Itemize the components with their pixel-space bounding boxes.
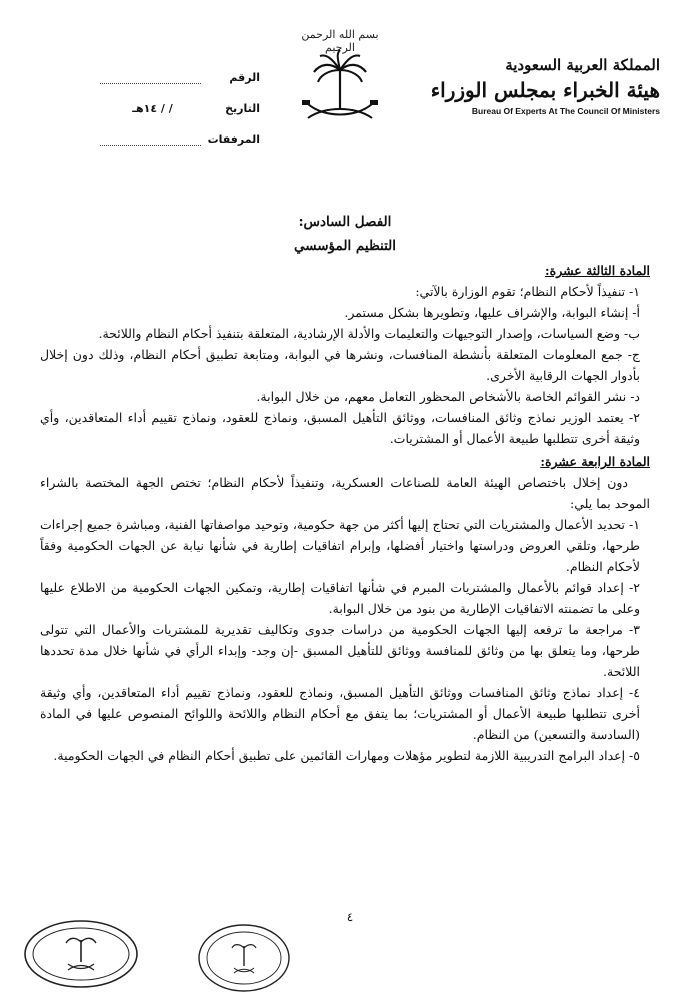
page-number: ٤	[346, 910, 354, 924]
article-14-heading: المادة الرابعة عشرة:	[540, 454, 650, 469]
article-14-item-2: ٢- إعداد قوائم بالأعمال والمشتريات المبرم في شأنها اتفاقيات إطارية، وتمكين الجهات الحكومية من الاطلاع عليها وعلى ما تضمنته الاتفاقيات الإطارية من بنود من خلال البوابة.	[40, 580, 640, 616]
article-13-item-1: ١- تنفيذاً لأحكام النظام؛ تقوم الوزارة بالآتي:	[415, 284, 640, 299]
article-13-item-2: ٢- يعتمد الوزير نماذج وثائق المنافسات، ووثائق التأهيل المسبق، ونماذج للعقود، ونماذج تقييم أداء المتعاقدين، وأي وثيقة أخرى تتطلبها طبيعة الأعمال أو المشتريات.	[40, 410, 640, 446]
article-14-item-1: ١- تحديد الأعمال والمشتريات التي تحتاج إليها أكثر من جهة حكومية، وتوحيد مواصفاتها الفنية، ومباشرة جميع إجراءات طرحها، وتلقي العروض ودراستها واختيار أفضلها، وإبرام اتفاقيات إطارية في شأنها نيابة عن الجهات الحكومية وفقاً لأحكام النظام.	[40, 517, 640, 574]
attachments-label: المرفقات	[207, 133, 260, 146]
reference-block	[100, 62, 260, 155]
saudi-emblem-icon	[290, 48, 390, 128]
date-label: التاريخ	[225, 102, 260, 115]
attachments-blank	[100, 133, 201, 146]
article-14-item-4: ٤- إعداد نماذج وثائق المنافسات ووثائق التأهيل المسبق، ونماذج للعقود، ونماذج تقييم أداء المتعاقدين، وأي وثيقة أخرى تتطلبها طبيعة الأعمال أو المشتريات؛ بما يتفق مع أحكام النظام واللائحة واللوائح المنصوص عليها في المادة (السادسة والتسعين) من النظام.	[40, 685, 640, 742]
bureau-name-english: Bureau Of Experts At The Council Of Ministers	[471, 106, 660, 116]
article-14-item-5: ٥- إعداد البرامج التدريبية اللازمة لتطوير مؤهلات ومهارات القائمين على تطبيق أحكام النظام في الجهات الحكومية.	[53, 748, 640, 763]
bureau-name-arabic: هيئة الخبراء بمجلس الوزراء	[430, 78, 660, 102]
official-seal-right	[196, 922, 292, 994]
date-value: / / ١٤هـ	[132, 102, 173, 115]
number-blank	[100, 71, 201, 84]
attachments-row	[100, 124, 260, 155]
reference-date-row	[100, 93, 260, 124]
organization-header	[430, 56, 660, 116]
kingdom-name: المملكة العربية السعودية	[505, 56, 660, 74]
article-14-intro: دون إخلال باختصاص الهيئة العامة للصناعات العسكرية، وتنفيذاً لأحكام النظام؛ تختص الجهة المختصة بالشراء الموحد بما يلي:	[40, 475, 650, 511]
article-13-item-c: ج- جمع المعلومات المتعلقة بأنشطة المنافسات، ونشرها في البوابة، ومتابعة تطبيق أحكام النظام، وذلك دون إخلال بأدوار الجهات الرقابية الأخرى.	[40, 347, 640, 383]
article-13-item-a: أ- إنشاء البوابة، والإشراف عليها، وتطويرها بشكل مستمر.	[344, 305, 640, 320]
number-label: الرقم	[229, 71, 260, 84]
official-seal-left	[22, 918, 140, 990]
document-body	[40, 210, 650, 766]
reference-number-row	[100, 62, 260, 93]
article-14-item-3: ٣- مراجعة ما ترفعه إليها الجهات الحكومية من دراسات جدوى وتكاليف تقديرية للمشتريات والأعمال التي تتولى طرحها، وما يتعلق بها من وثائق للمنافسة ووثائق للتأهيل المسبق -إن وجد- وإبداء الرأي في شأنها خلال مدة تحددها اللائحة.	[40, 622, 640, 679]
article-13-item-b: ب- وضع السياسات، وإصدار التوجيهات والتعليمات والأدلة الإرشادية، المتعلقة بتنفيذ أحكام النظام واللائحة.	[98, 326, 640, 341]
chapter-title: الفصل السادس:	[298, 214, 392, 230]
bismillah-text: بسم الله الرحمن الرحيم	[301, 28, 379, 54]
chapter-subtitle: التنظيم المؤسسي	[293, 238, 397, 254]
article-13-heading: المادة الثالثة عشرة:	[545, 263, 650, 278]
article-13-item-d: د- نشر القوائم الخاصة بالأشخاص المحظور التعامل معهم، من خلال البوابة.	[256, 389, 640, 404]
